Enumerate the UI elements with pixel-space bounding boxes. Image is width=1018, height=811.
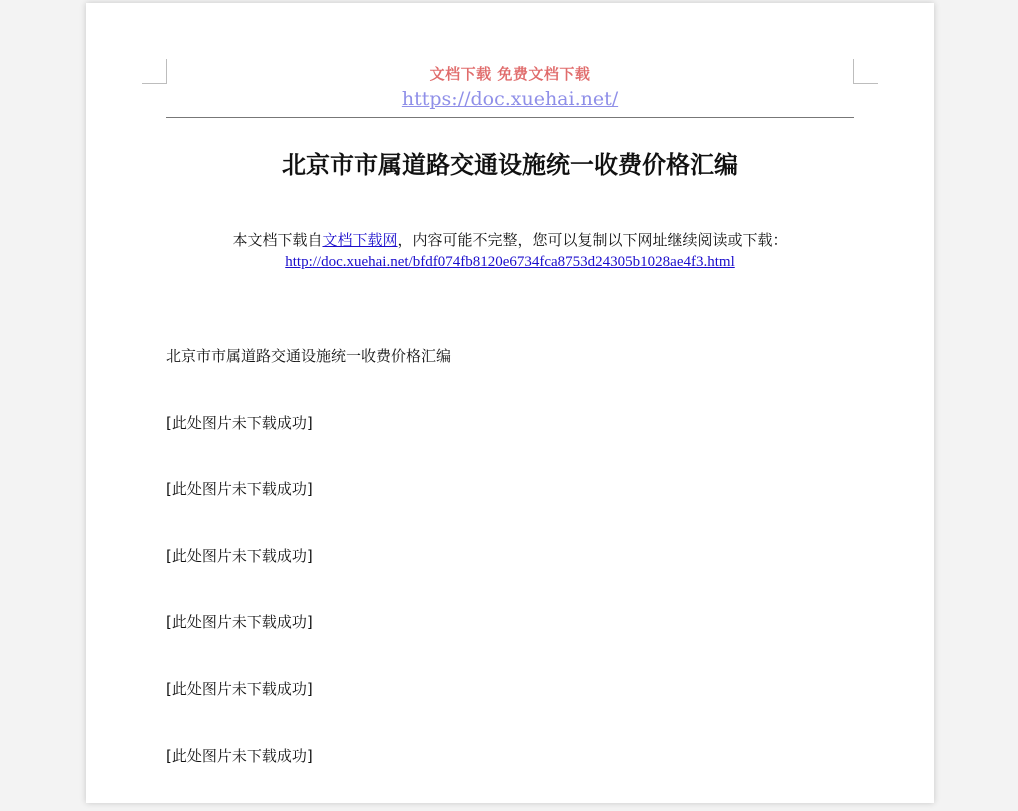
download-notice [166, 229, 854, 273]
notice-suffix: ，内容可能不完整，您可以复制以下网址继续阅读或下载： [397, 231, 788, 249]
notice-prefix: 本文档下载自 [232, 231, 323, 249]
document-page [86, 3, 934, 803]
image-placeholder-paragraph: [此处图片未下载成功] [166, 413, 313, 432]
document-body [166, 345, 854, 811]
header-tagline: 文档下载 免费文档下载 [429, 65, 591, 83]
document-title: 北京市市属道路交通设施统一收费价格汇编 [282, 150, 738, 179]
image-placeholder-paragraph: [此处图片未下载成功] [166, 546, 313, 565]
header-divider [166, 117, 854, 118]
notice-site-link[interactable]: 文档下载网 [322, 231, 398, 249]
body-heading-paragraph: 北京市市属道路交通设施统一收费价格汇编 [166, 347, 452, 365]
image-placeholder-paragraph: [此处图片未下载成功] [166, 613, 313, 632]
image-placeholder-paragraph: [此处图片未下载成功] [166, 480, 313, 499]
image-placeholder-paragraph: [此处图片未下载成功] [166, 679, 313, 698]
header-site-link[interactable]: https://doc.xuehai.net/ [401, 88, 619, 110]
image-placeholder-paragraph: [此处图片未下载成功] [166, 746, 313, 765]
notice-url-link[interactable]: http://doc.xuehai.net/bfdf074fb8120e6734fca8753d24305b1028ae4f3.html [285, 254, 735, 270]
